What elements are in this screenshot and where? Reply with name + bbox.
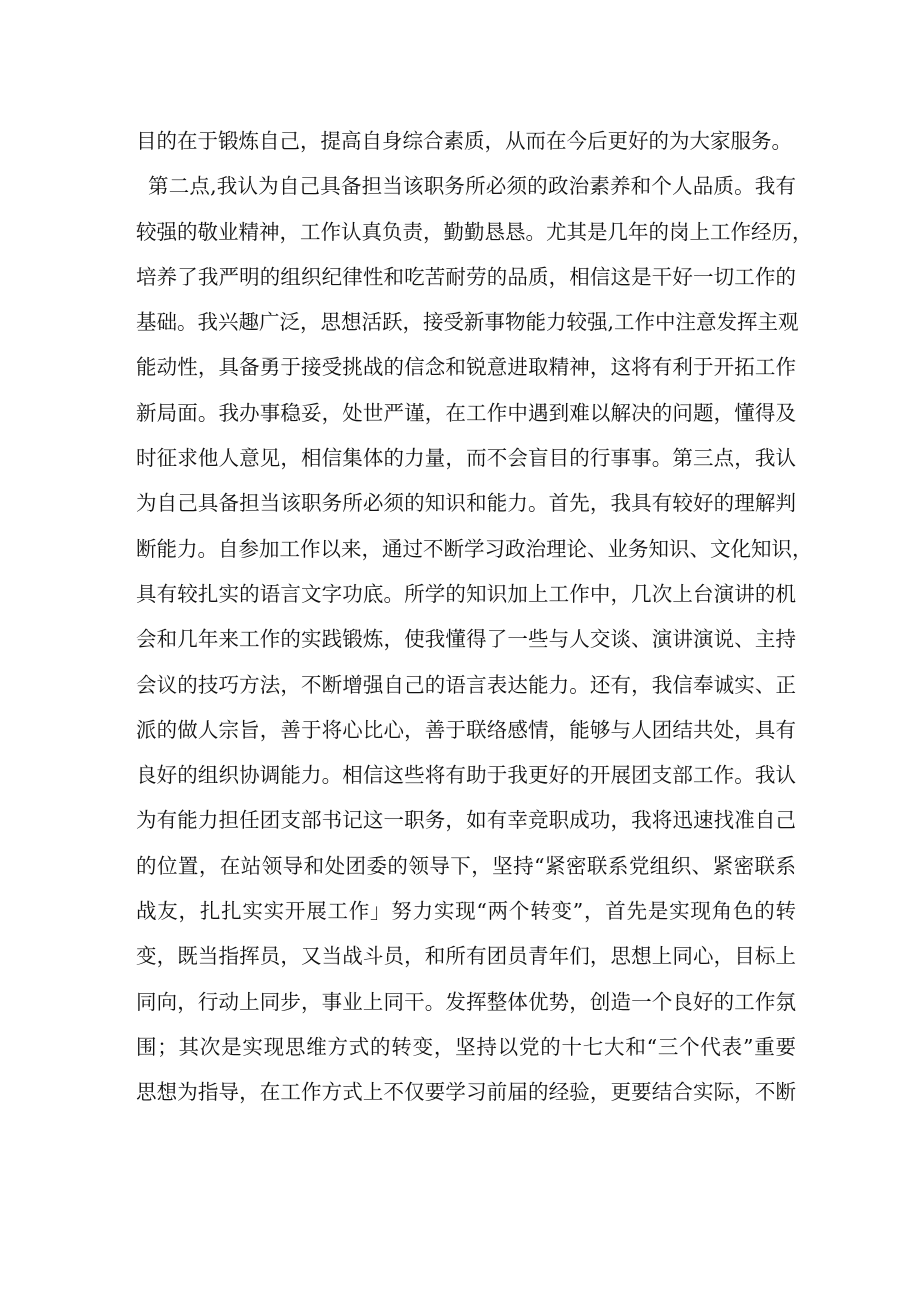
document-body-text: [136, 119, 813, 1116]
text-line: 为有能力担任团支部书记这一职务，如有幸竞职成功，我将迅速找准自己: [136, 808, 796, 833]
text-line: 会议的技巧方法，不断增强自己的语言表达能力。还有，我信奉诚实、正: [136, 672, 796, 697]
text-line: 目的在于锻炼自己，提高自身综合素质，从而在今后更好的为大家服务。: [136, 129, 792, 153]
text-line: 为自己具备担当该职务所必须的知识和能力。首先，我具有较好的理解判: [136, 491, 796, 516]
text-line: 较强的敬业精神，工作认真负责，勤勤恳恳。尤其是几年的岗上工作经历，: [136, 219, 813, 244]
text-line: 同向，行动上同步，事业上同干。发挥整体优势，创造一个良好的工作氛: [136, 989, 796, 1014]
text-line: 时征求他人意见，相信集体的力量，而不会盲目的行事事。第三点，我认: [136, 446, 796, 471]
text-line: 战友，扎扎实实开展工作」努力实现“两个转变”，首先是实现角色的转: [136, 899, 796, 924]
text-line-paragraph-start: 第二点,我认为自己具备担当该职务所必须的政治素养和个人品质。我有: [148, 174, 796, 199]
text-line: 新局面。我办事稳妥，处世严谨，在工作中遇到难以解决的问题，懂得及: [136, 400, 796, 425]
text-line: 培养了我严明的组织纪律性和吃苦耐劳的品质，相信这是干好一切工作的: [136, 264, 796, 289]
text-line: 具有较扎实的语言文字功底。所学的知识加上工作中，几次上台演讲的机: [136, 581, 796, 606]
text-line: 会和几年来工作的实践锻炼，使我懂得了一些与人交谈、演讲演说、主持: [136, 627, 796, 652]
text-line: 思想为指导，在工作方式上不仅要学习前届的经验，更要结合实际，不断: [136, 1080, 796, 1105]
text-line: 围；其次是实现思维方式的转变，坚持以党的十七大和“三个代表”重要: [136, 1034, 796, 1059]
text-line: 能动性，具备勇于接受挑战的信念和锐意进取精神，这将有利于开拓工作: [136, 355, 796, 380]
text-line: 断能力。自参加工作以来，通过不断学习政治理论、业务知识、文化知识，: [136, 536, 813, 561]
text-line: 良好的组织协调能力。相信这些将有助于我更好的开展团支部工作。我认: [136, 763, 796, 788]
text-line: 基础。我兴趣广泛，思想活跃，接受新事物能力较强,工作中注意发挥主观: [136, 310, 799, 335]
text-line: 变，既当指挥员，又当战斗员，和所有团员青年们，思想上同心，目标上: [136, 944, 796, 969]
text-line: 派的做人宗旨，善于将心比心，善于联络感情，能够与人团结共处，具有: [136, 717, 796, 742]
text-line: 的位置，在站领导和处团委的领导下，坚持“紧密联系党组织、紧密联系: [136, 853, 796, 878]
